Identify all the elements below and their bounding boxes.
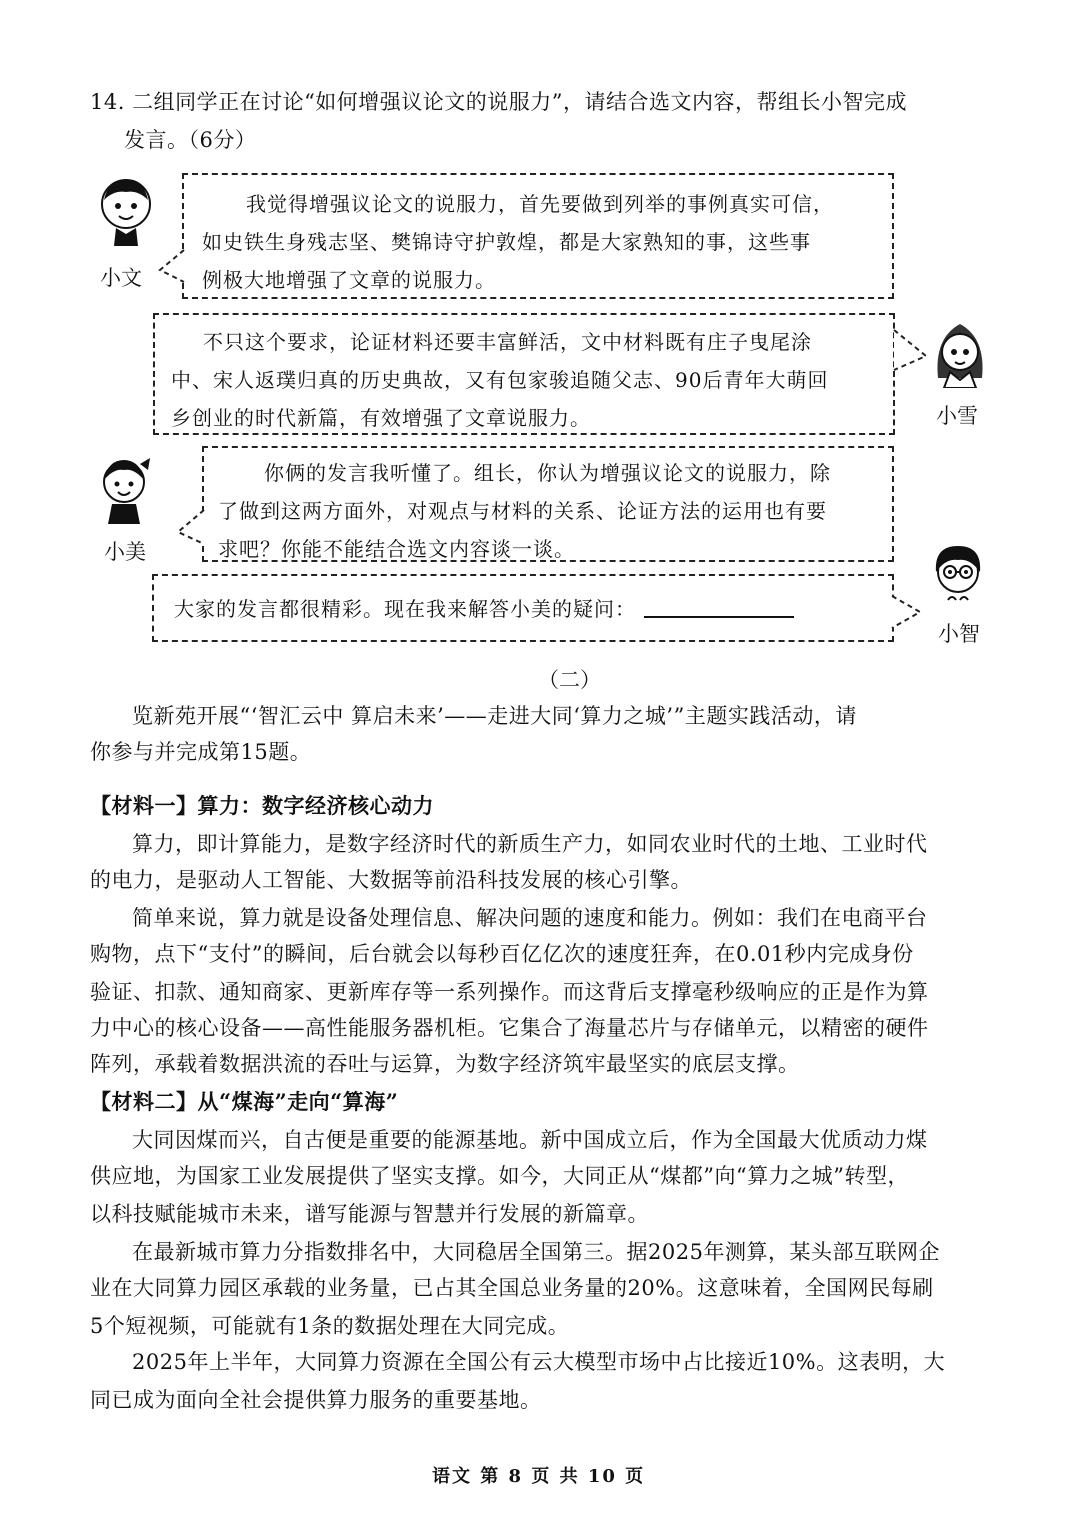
xiaozhi-text: 大家的发言都很精彩。现在我来解答小美的疑问：: [174, 597, 636, 621]
xiaomei-line-2: 了做到这两方面外，对观点与材料的关系、论证方法的运用也有要: [218, 499, 827, 523]
material-2-paragraph-1-line-3: 以科技赋能城市未来，谱写能源与智慧并行发展的新篇章。: [90, 1202, 649, 1226]
xiaozhi-bubble-tail: [890, 592, 922, 632]
xiaoxue-bubble-tail: [892, 326, 928, 374]
xiaoxue-line-3: 乡创业的时代新篇，有效增强了文章说服力。: [171, 406, 591, 430]
xiaowen-speech-bubble: [182, 173, 894, 299]
material-1-title: 【材料一】算力：数字经济核心动力: [90, 793, 434, 818]
material-2-paragraph-2-line-1: 在最新城市算力分指数排名中，大同稳居全国第三。据2025年测算，某头部互联网企: [132, 1240, 940, 1264]
xiaowen-line-2: 如史铁生身残志坚、樊锦诗守护敦煌，都是大家熟知的事，这些事: [202, 230, 811, 254]
xiaowen-avatar: [98, 176, 154, 246]
material-2-title: 【材料二】从“煤海”走向“算海”: [90, 1089, 399, 1114]
material-2-paragraph-3-line-1: 2025年上半年，大同算力资源在全国公有云大模型市场中占比接近10%。这表明，大: [132, 1350, 946, 1374]
section-heading: （二）: [538, 668, 601, 692]
material-1-paragraph-2-line-3: 验证、扣款、通知商家、更新库存等一系列操作。而这背后支撑毫秒级响应的正是作为算: [90, 980, 929, 1004]
xiaozhi-label: 小智: [938, 622, 980, 646]
xiaozhi-avatar: [930, 542, 986, 612]
question-14-text: 14. 二组同学正在讨论“如何增强议论文的说服力”，请结合选文内容，帮组长小智完成: [90, 90, 908, 114]
xiaozhi-speech-bubble: [152, 574, 894, 642]
xiaowen-line-3: 例极大地增强了文章的说服力。: [202, 268, 496, 292]
xiaowen-bubble-tail: [158, 248, 186, 284]
material-1-paragraph-1-line-2: 的电力，是驱动人工智能、大数据等前沿科技发展的核心引擎。: [90, 868, 692, 892]
material-2-paragraph-1-line-2: 供应地，为国家工业发展提供了坚实支撑。如今，大同正从“煤都”向“算力之城”转型，: [90, 1164, 909, 1188]
page-footer: 语文 第 8 页 共 10 页: [432, 1466, 646, 1487]
xiaoxue-avatar: [932, 318, 988, 388]
xiaoxue-line-2: 中、宋人返璞归真的历史典故，又有包家骏追随父志、90后青年大萌回: [171, 368, 829, 392]
material-1-paragraph-2-line-1: 简单来说，算力就是设备处理信息、解决问题的速度和能力。例如：我们在电商平台: [132, 906, 928, 930]
xiaoxue-label: 小雪: [936, 404, 978, 428]
material-1-paragraph-1-line-1: 算力，即计算能力，是数字经济时代的新质生产力，如同农业时代的土地、工业时代: [132, 832, 928, 856]
xiaomei-label: 小美: [104, 540, 146, 564]
question-14-score: 发言。（6分）: [124, 128, 257, 152]
xiaomei-avatar: [96, 456, 152, 526]
xiaomei-speech-bubble: [202, 446, 894, 562]
material-2-paragraph-3-line-2: 同已成为面向全社会提供算力服务的重要基地。: [90, 1388, 542, 1412]
xiaozhi-line: [154, 576, 892, 628]
material-2-paragraph-2-line-3: 5个短视频，可能就有1条的数据处理在大同完成。: [90, 1314, 570, 1338]
material-2-paragraph-2-line-2: 业在大同算力园区承载的业务量，已占其全国总业务量的20%。这意味着，全国网民每刷: [90, 1276, 934, 1300]
intro-line-1: 览新苑开展“‘智汇云中 算启未来’——走进大同‘算力之城’”主题实践活动，请: [132, 704, 857, 728]
answer-blank[interactable]: [644, 594, 794, 618]
xiaomei-line-1: 你俩的发言我听懂了。组长，你认为增强议论文的说服力，除: [264, 461, 831, 485]
intro-line-2: 你参与并完成第15题。: [90, 740, 312, 764]
material-1-paragraph-2-line-2: 购物，点下“支付”的瞬间，后台就会以每秒百亿亿次的速度狂奔，在0.01秒内完成身份: [90, 942, 914, 966]
xiaoxue-speech-bubble: [153, 313, 895, 435]
xiaowen-label: 小文: [100, 266, 142, 290]
xiaoxue-line-1: 不只这个要求，论证材料还要丰富鲜活，文中材料既有庄子曳尾涂: [203, 330, 812, 354]
material-1-paragraph-2-line-5: 阵列，承载着数据洪流的吞吐与运算，为数字经济筑牢最坚实的底层支撑。: [90, 1052, 800, 1076]
xiaomei-bubble-tail: [176, 508, 206, 546]
xiaowen-line-1: 我觉得增强议论文的说服力，首先要做到列举的事例真实可信，: [246, 192, 834, 216]
xiaomei-line-3: 求吧？你能不能结合选文内容谈一谈。: [218, 537, 575, 561]
material-2-paragraph-1-line-1: 大同因煤而兴，自古便是重要的能源基地。新中国成立后，作为全国最大优质动力煤: [132, 1128, 928, 1152]
material-1-paragraph-2-line-4: 力中心的核心设备——高性能服务器机柜。它集合了海量芯片与存储单元，以精密的硬件: [90, 1016, 929, 1040]
